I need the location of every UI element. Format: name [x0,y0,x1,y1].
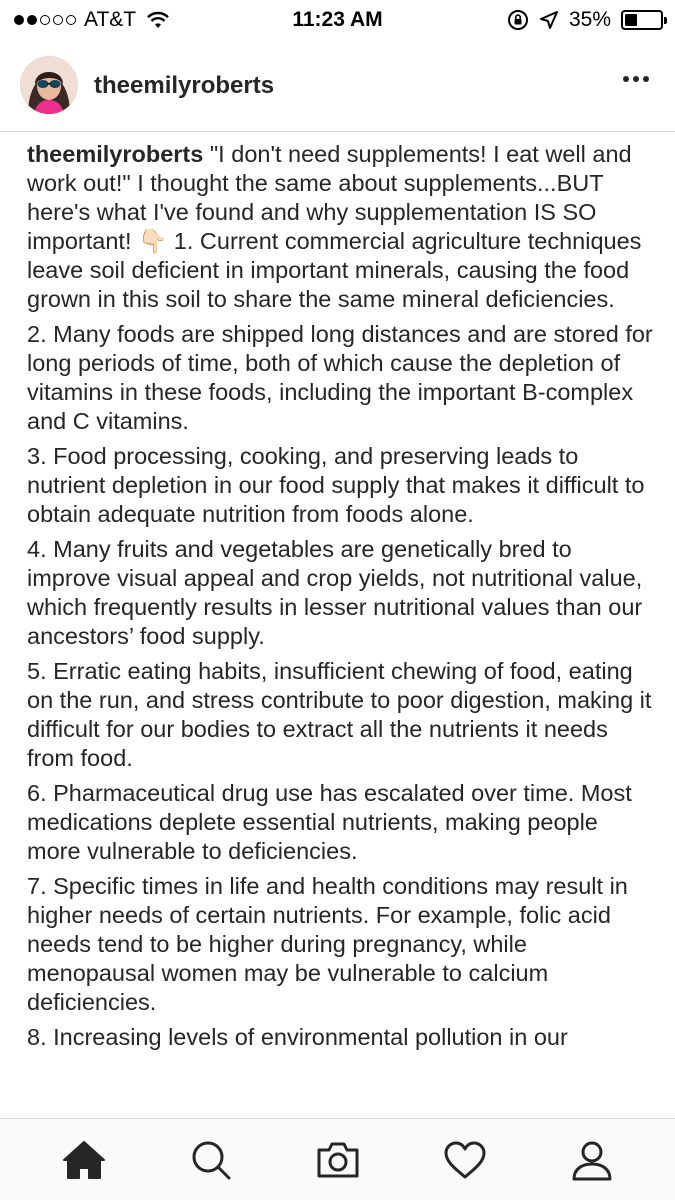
search-icon [190,1139,232,1181]
status-right [507,8,663,32]
post-caption [27,140,657,1120]
caption-username[interactable]: theemilyroberts [27,141,204,167]
tab-profile[interactable] [562,1130,622,1190]
location-arrow-icon [539,10,559,30]
tab-activity[interactable] [435,1130,495,1190]
battery-level [625,14,637,26]
more-options-button[interactable] [623,76,649,82]
post-header [0,52,675,116]
tab-home[interactable] [54,1130,114,1190]
tab-camera[interactable] [308,1130,368,1190]
caption-point: 4. Many fruits and vegetables are genetically bred to improve visual appeal and crop yields, not nutritional value, which frequently results in lesser nutritional values than our ancestors’ food supply. [27,536,643,649]
battery-icon [621,10,663,30]
caption-intro [27,140,657,314]
more-dot-icon [633,76,639,82]
camera-icon [315,1140,361,1180]
heart-icon [443,1140,487,1180]
caption-intro-text: "I don't need supplements! I eat well and work out!" I thought the same about supplements...BUT here's what I've found and why supplementation IS SO important! 👇🏻 1. Current commercial agriculture techniques leave soil deficient in important minerals, causing the food grown in this soil to share the same mineral deficiencies. [27,141,642,312]
status-bar [0,0,675,40]
profile-icon [571,1139,613,1181]
caption-point: 7. Specific times in life and health conditions may result in higher needs of certain nutrients. For example, folic acid needs tend to be higher during pregnancy, while menopausal women may be vulnerable to calcium deficiencies. [27,873,628,1015]
more-dot-icon [623,76,629,82]
caption-point: 5. Erratic eating habits, insufficient chewing of food, eating on the run, and stress contribute to poor digestion, making it difficult for our bodies to extract all the nutrients it needs from food. [27,658,652,771]
clock: 11:23 AM [292,8,383,31]
caption-point: 3. Food processing, cooking, and preserving leads to nutrient depletion in our food supply that makes it difficult to obtain adequate nutrition from foods alone. [27,443,645,527]
caption-point: 8. Increasing levels of environmental pollution in our [27,1024,568,1050]
caption-point: 2. Many foods are shipped long distances and are stored for long periods of time, both of which cause the depletion of vitamins in these foods, including the important B-complex and C vitamins. [27,321,653,434]
more-dot-icon [643,76,649,82]
rotation-lock-icon [507,9,529,31]
tab-search[interactable] [181,1130,241,1190]
bottom-tab-bar [0,1118,675,1200]
carrier-name: AT&T [84,8,137,31]
header-divider [0,131,675,132]
avatar[interactable] [20,56,78,114]
caption-point: 6. Pharmaceutical drug use has escalated over time. Most medications deplete essential nutrients, making people more vulnerable to deficiencies. [27,780,632,864]
battery-percent: 35% [568,8,611,31]
home-icon [62,1140,106,1180]
post-username[interactable]: theemilyroberts [94,72,275,99]
